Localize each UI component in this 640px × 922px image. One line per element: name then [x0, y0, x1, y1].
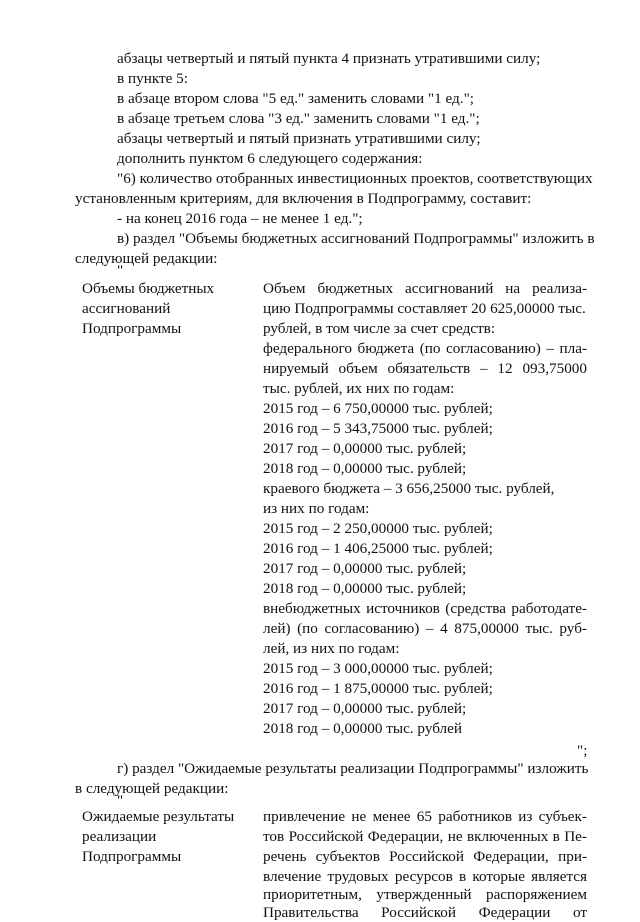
section-g-line: г) раздел "Ожидаемые результаты реализации Подпрограммы" изложить: [117, 760, 589, 777]
budget-value-line: лей) (по согласованию) – 4 875,00000 тыс. руб-: [263, 620, 587, 637]
results-value-line: влечение трудовых ресурсов в которые является: [263, 868, 587, 885]
budget-label-line: ассигнований: [82, 300, 171, 317]
item6-line: "6) количество отобранных инвестиционных проектов, соответствующих: [117, 170, 593, 187]
budget-value-line: краевого бюджета – 3 656,25000 тыс. рублей,: [263, 480, 555, 497]
budget-value-line: 2017 год – 0,00000 тыс. рублей;: [263, 440, 467, 457]
budget-value-line: нируемый объем обязательств – 12 093,75000: [263, 360, 587, 377]
budget-value-line: внебюджетных источников (средства работодате-: [263, 600, 587, 617]
results-label-line: Подпрограммы: [82, 848, 182, 865]
budget-value-line: тыс. рублей, их них по годам:: [263, 380, 455, 397]
budget-value-line: 2015 год – 6 750,00000 тыс. рублей;: [263, 400, 493, 417]
paragraph-line: в абзаце втором слова "5 ед." заменить словами "1 ед.";: [117, 90, 474, 107]
section-v-line: в) раздел "Объемы бюджетных ассигнований Подпрограммы" изложить в: [117, 230, 595, 247]
results-value-line: привлечение не менее 65 работников из субъек-: [263, 808, 587, 825]
budget-value-line: 2018 год – 0,00000 тыс. рублей;: [263, 580, 467, 597]
budget-value-line: 2018 год – 0,00000 тыс. рублей;: [263, 460, 467, 477]
section-v-line: следующей редакции:: [75, 250, 218, 267]
paragraph-line: абзацы четвертый и пятый пункта 4 признать утратившими силу;: [117, 50, 541, 67]
open-quote: ": [117, 792, 124, 809]
budget-value-line: 2016 год – 5 343,75000 тыс. рублей;: [263, 420, 493, 437]
close-quote: ";: [577, 742, 588, 759]
results-value-line: речень субъектов Российской Федерации, при-: [263, 848, 587, 865]
budget-value-line: Объем бюджетных ассигнований на реализа-: [263, 280, 587, 297]
budget-value-line: цию Подпрограммы составляет 20 625,00000 тыс.: [263, 300, 586, 317]
budget-value-line: 2015 год – 3 000,00000 тыс. рублей;: [263, 660, 493, 677]
item6-line: - на конец 2016 года – не менее 1 ед.";: [117, 210, 363, 227]
budget-value-line: 2016 год – 1 875,00000 тыс. рублей;: [263, 680, 493, 697]
budget-value-line: 2017 год – 0,00000 тыс. рублей;: [263, 560, 467, 577]
results-value-line: тов Российской Федерации, не включенных в Пе-: [263, 828, 587, 845]
budget-label-line: Объемы бюджетных: [82, 280, 215, 297]
results-label-line: реализации: [82, 828, 157, 845]
budget-value-line: из них по годам:: [263, 500, 370, 517]
results-label-line: Ожидаемые результаты: [82, 808, 235, 825]
budget-value-line: 2017 год – 0,00000 тыс. рублей;: [263, 700, 467, 717]
budget-value-line: лей, из них по годам:: [263, 640, 400, 657]
budget-value-line: рублей, в том числе за счет средств:: [263, 320, 496, 337]
budget-value-line: федерального бюджета (по согласованию) – пла-: [263, 340, 587, 357]
budget-value-line: 2018 год – 0,00000 тыс. рублей: [263, 720, 463, 737]
open-quote: ": [117, 262, 124, 279]
results-value-line: Правительства Российской Федерации от: [263, 904, 587, 921]
paragraph-line: в абзаце третьем слова "3 ед." заменить словами "1 ед.";: [117, 110, 480, 127]
budget-label-line: Подпрограммы: [82, 320, 182, 337]
item6-line: установленным критериям, для включения в Подпрограмму, составит:: [75, 190, 532, 207]
budget-value-line: 2016 год – 1 406,25000 тыс. рублей;: [263, 540, 493, 557]
results-value-line: приоритетным, утвержденный распоряжением: [263, 886, 587, 903]
paragraph-line: абзацы четвертый и пятый признать утратившими силу;: [117, 130, 481, 147]
section-g-line: в следующей редакции:: [75, 780, 229, 797]
paragraph-line: дополнить пунктом 6 следующего содержания:: [117, 150, 423, 167]
budget-value-line: 2015 год – 2 250,00000 тыс. рублей;: [263, 520, 493, 537]
paragraph-line: в пункте 5:: [117, 70, 188, 87]
